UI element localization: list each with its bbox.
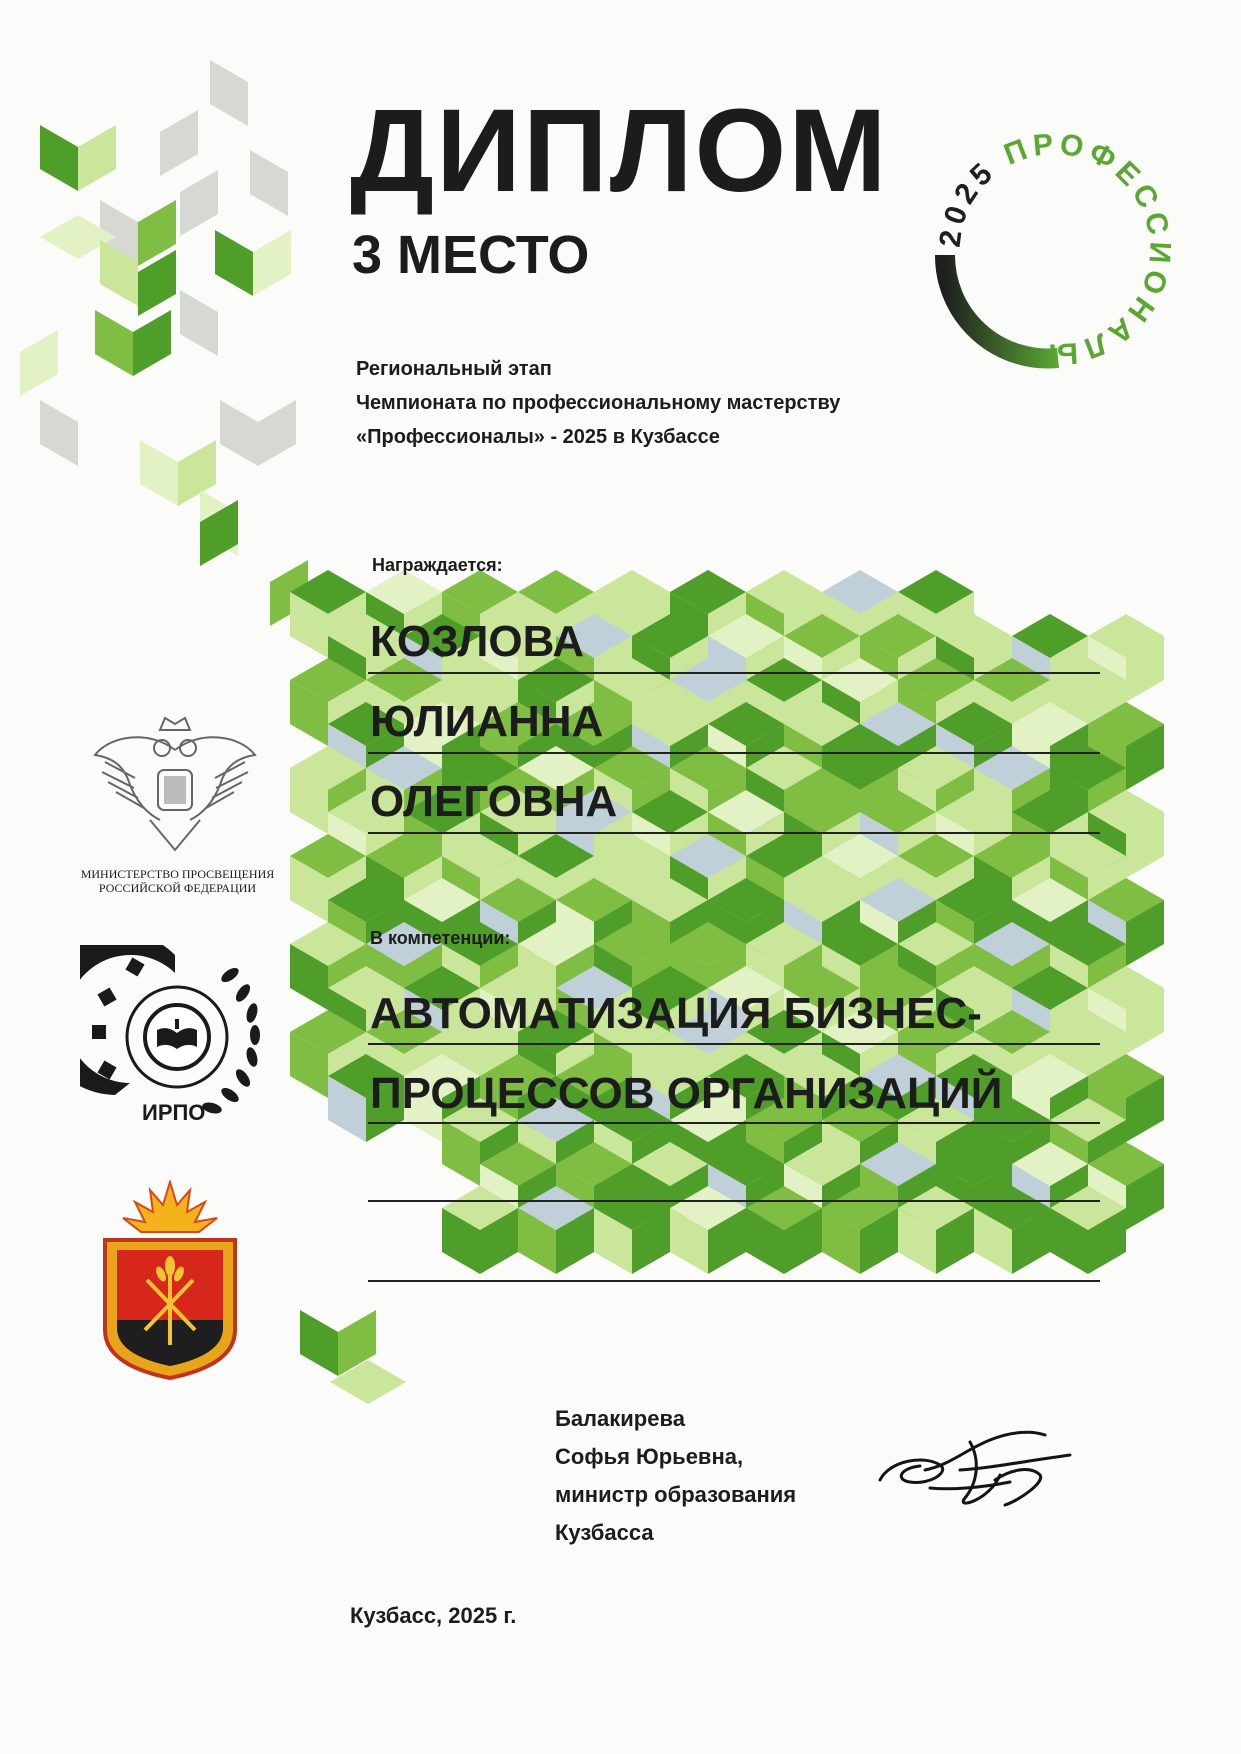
- kuzbass-coat-of-arms: [95, 1180, 245, 1380]
- underline: [368, 832, 1100, 834]
- signer-surname: Балакирева: [555, 1406, 685, 1431]
- badge-year: 2025: [933, 153, 1003, 249]
- underline: [368, 1122, 1100, 1124]
- awardee-patronymic: ОЛЕГОВНА: [370, 777, 618, 826]
- awardee-first-name: ЮЛИАННА: [370, 697, 604, 746]
- underline: [368, 1200, 1100, 1202]
- place-label: 3 МЕСТО: [352, 225, 590, 285]
- irpo-logo: [80, 945, 275, 1130]
- awardee-surname: КОЗЛОВА: [370, 617, 585, 666]
- signer-name: Софья Юрьевна,: [555, 1444, 744, 1469]
- badge-brand: ПРОФЕССИОНАЛЫ: [999, 127, 1177, 370]
- double-headed-eagle-emblem: [90, 710, 260, 858]
- professionals-2025-logo: [890, 100, 1180, 370]
- competence-label: В компетенции:: [370, 928, 511, 948]
- irpo-text: ИРПО: [142, 1100, 206, 1125]
- event-description: [356, 352, 840, 454]
- signer-region: Кузбасса: [555, 1520, 654, 1545]
- place-and-date: Кузбасс, 2025 г.: [350, 1603, 517, 1628]
- ministry-caption-line: МИНИСТЕРСТВО ПРОСВЕЩЕНИЯ: [80, 867, 275, 881]
- competence-line-2: ПРОЦЕССОВ ОРГАНИЗАЦИЙ: [370, 1069, 1003, 1118]
- handwritten-signature: [870, 1420, 1080, 1530]
- underline: [368, 1280, 1100, 1282]
- signer-position: министр образования: [555, 1482, 797, 1507]
- competence-line-1: АВТОМАТИЗАЦИЯ БИЗНЕС-: [370, 989, 982, 1038]
- underline: [368, 672, 1100, 674]
- event-line: Чемпионата по профессиональному мастерству: [356, 392, 841, 414]
- ministry-caption-line: РОССИЙСКОЙ ФЕДЕРАЦИИ: [98, 881, 257, 895]
- signer-block: [555, 1400, 796, 1552]
- underline: [368, 752, 1100, 754]
- underline: [368, 1043, 1100, 1045]
- event-line: «Профессионалы» - 2025 в Кузбассе: [356, 426, 720, 448]
- event-line: Региональный этап: [356, 358, 552, 380]
- diploma-title: ДИПЛОМ: [350, 85, 889, 217]
- awardee-label: Награждается:: [372, 555, 503, 575]
- ministry-caption: [70, 867, 285, 895]
